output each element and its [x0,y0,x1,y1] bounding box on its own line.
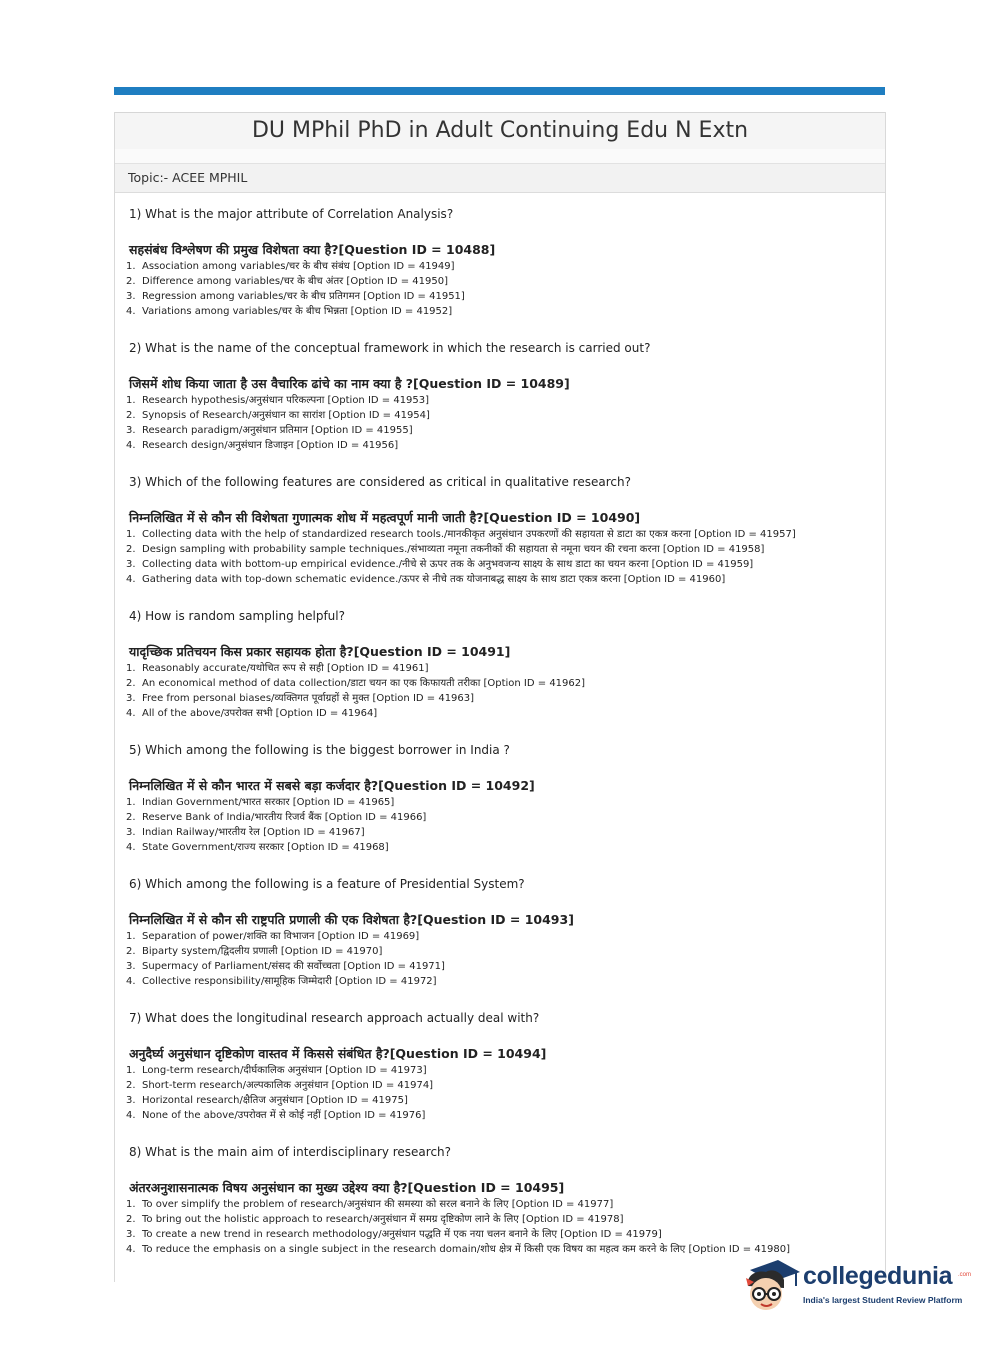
option-number: 2. [126,1214,136,1225]
question-text-hindi: सहसंबंध विश्लेषण की प्रमुख विशेषता क्या है?[Question ID = 10488] [129,242,496,257]
question-text-english: 7) What does the longitudinal research approach actually deal with? [129,1011,540,1025]
option-item [126,661,585,676]
option-text: Separation of power/शक्ति का विभाजन [Option ID = 41969] [142,931,420,942]
option-text: Design sampling with probability sample techniques./संभाव्यता नमूना तकनीकों की सहायता से नमूना चयन की रचना करना [Option ID = 41958] [142,544,765,555]
option-text: Gathering data with top-down schematic evidence./ऊपर से नीचे तक योजनाबद्ध साक्ष्य के साथ डाटा एकत्र करना [Option ID = 41960] [142,574,726,585]
option-text: Research paradigm/अनुसंधान प्रतिमान [Option ID = 41955] [142,425,413,436]
option-item [126,1093,433,1108]
option-number: 3. [126,827,136,838]
option-text: To bring out the holistic approach to research/अनुसंधान में समग्र दृष्टिकोण लाने के लिए [Option ID = 41978] [142,1214,624,1225]
option-number: 1. [126,931,136,942]
option-text: Free from personal biases/व्यक्तिगत पूर्वाग्रहों से मुक्त [Option ID = 41963] [142,693,475,704]
option-number: 2. [126,812,136,823]
option-list [126,393,430,453]
option-list [126,929,445,989]
option-text: Biparty system/द्विदलीय प्रणाली [Option ID = 41970] [142,946,383,957]
option-text: Long-term research/दीर्घकालिक अनुसंधान [Option ID = 41973] [142,1065,427,1076]
option-item [126,572,796,587]
question-block [115,608,885,742]
option-text: Research hypothesis/अनुसंधान परिकल्पना [Option ID = 41953] [142,395,430,406]
question-paper [114,112,886,1282]
option-list [126,259,465,319]
brand-tagline: India's largest Student Review Platform [803,1295,963,1305]
option-item [126,974,445,989]
question-list [115,206,885,1278]
option-text: Association among variables/चर के बीच संबंध [Option ID = 41949] [142,261,455,272]
option-item [126,1197,790,1212]
option-number: 1. [126,395,136,406]
option-item [126,542,796,557]
option-item [126,810,426,825]
option-item [126,259,465,274]
option-item [126,304,465,319]
question-text-hindi: जिसमें शोध किया जाता है उस वैचारिक ढांचे का नाम क्या है ?[Question ID = 10489] [129,376,570,391]
collegedunia-logo [744,1256,974,1316]
option-number: 1. [126,797,136,808]
option-number: 4. [126,1244,136,1255]
option-number: 4. [126,708,136,719]
question-text-english: 1) What is the major attribute of Correlation Analysis? [129,207,454,221]
document-title: DU MPhil PhD in Adult Continuing Edu N Extn [115,112,885,150]
option-item [126,274,465,289]
mascot-logo-icon [744,1256,802,1314]
option-text: To over simplify the problem of research/अनुसंधान की समस्या को सरल बनाने के लिए [Option ID = 41977] [142,1199,614,1210]
question-text-hindi: निम्नलिखित में से कौन सी विशेषता गुणात्मक शोध में महत्वपूर्ण मानी जाती है?[Question ID = 10490] [129,510,641,525]
option-item [126,1108,433,1123]
option-item [126,691,585,706]
option-text: Indian Government/भारत सरकार [Option ID = 41965] [142,797,395,808]
option-text: Collecting data with bottom-up empirical evidence./नीचे से ऊपर तक के अनुभवजन्य साक्ष्य के साथ डाटा का चयन करना [Option ID = 41959] [142,559,754,570]
question-block [115,206,885,340]
option-list [126,527,796,587]
option-item [126,1242,790,1257]
question-text-english: 2) What is the name of the conceptual framework in which the research is carried out? [129,341,651,355]
option-number: 2. [126,544,136,555]
option-number: 2. [126,678,136,689]
option-item [126,929,445,944]
question-text-hindi: निम्नलिखित में से कौन भारत में सबसे बड़ा कर्जदार है?[Question ID = 10492] [129,778,535,793]
option-text: All of the above/उपरोक्त सभी [Option ID = 41964] [142,708,378,719]
topic-label: Topic:- ACEE MPHIL [128,170,248,185]
option-list [126,661,585,721]
option-number: 3. [126,693,136,704]
option-text: To create a new trend in research methodology/अनुसंधान पद्धति में एक नया चलन बनाने के लिए [Option ID = 41979] [142,1229,662,1240]
option-number: 3. [126,961,136,972]
option-item [126,423,430,438]
option-number: 4. [126,842,136,853]
option-list [126,1063,433,1123]
option-item [126,959,445,974]
option-text: Supermacy of Parliament/संसद की सर्वोच्चता [Option ID = 41971] [142,961,445,972]
option-list [126,1197,790,1257]
option-text: Difference among variables/चर के बीच अंतर [Option ID = 41950] [142,276,448,287]
option-item [126,825,426,840]
brand-name: collegedunia [803,1262,953,1290]
option-text: Regression among variables/चर के बीच प्रतिगमन [Option ID = 41951] [142,291,465,302]
option-number: 3. [126,1229,136,1240]
option-number: 3. [126,425,136,436]
question-text-english: 3) Which of the following features are considered as critical in qualitative research? [129,475,631,489]
option-item [126,1227,790,1242]
option-text: None of the above/उपरोक्त में से कोई नहीं [Option ID = 41976] [142,1110,426,1121]
option-number: 4. [126,1110,136,1121]
question-block [115,474,885,608]
question-text-hindi: अनुदैर्घ्य अनुसंधान दृष्टिकोण वास्तव में किससे संबंधित है?[Question ID = 10494] [129,1046,547,1061]
question-text-english: 6) Which among the following is a feature of Presidential System? [129,877,525,891]
question-block [115,1010,885,1144]
option-item [126,706,585,721]
header-accent-bar [114,87,885,95]
option-number: 1. [126,261,136,272]
header-spacer [115,149,885,164]
option-item [126,289,465,304]
question-text-hindi: अंतरअनुशासनात्मक विषय अनुसंधान का मुख्य उद्देश्य क्या है?[Question ID = 10495] [129,1180,565,1195]
option-text: State Government/राज्य सरकार [Option ID = 41968] [142,842,389,853]
option-number: 4. [126,440,136,451]
option-number: 2. [126,276,136,287]
option-number: 4. [126,574,136,585]
question-block [115,876,885,1010]
option-item [126,1212,790,1227]
question-text-english: 5) Which among the following is the biggest borrower in India ? [129,743,510,757]
option-item [126,676,585,691]
option-text: Collective responsibility/सामूहिक जिम्मेदारी [Option ID = 41972] [142,976,437,987]
option-text: Synopsis of Research/अनुसंधान का सारांश [Option ID = 41954] [142,410,430,421]
option-text: An economical method of data collection/डाटा चयन का एक किफायती तरीका [Option ID = 41962] [142,678,586,689]
question-block [115,340,885,474]
question-text-english: 8) What is the main aim of interdisciplinary research? [129,1145,452,1159]
option-number: 2. [126,946,136,957]
option-item [126,557,796,572]
option-item [126,438,430,453]
option-number: 2. [126,410,136,421]
option-text: Research design/अनुसंधान डिजाइन [Option ID = 41956] [142,440,399,451]
option-text: Indian Railway/भारतीय रेल [Option ID = 41967] [142,827,365,838]
option-text: Reasonably accurate/यथोचित रूप से सही [Option ID = 41961] [142,663,429,674]
question-text-hindi: निम्नलिखित में से कौन सी राष्ट्रपति प्रणाली की एक विशेषता है?[Question ID = 10493] [129,912,574,927]
option-item [126,944,445,959]
option-number: 3. [126,291,136,302]
option-number: 3. [126,1095,136,1106]
option-number: 1. [126,529,136,540]
option-item [126,840,426,855]
topic-bar [115,164,885,193]
question-text-english: 4) How is random sampling helpful? [129,609,345,623]
option-number: 1. [126,663,136,674]
option-item [126,527,796,542]
option-text: Horizontal research/क्षैतिज अनुसंधान [Option ID = 41975] [142,1095,408,1106]
option-number: 2. [126,1080,136,1091]
option-item [126,408,430,423]
option-item [126,1078,433,1093]
option-number: 4. [126,306,136,317]
option-text: Collecting data with the help of standardized research tools./मानकीकृत अनुसंधान उपकरणों की सहायता से डाटा का एकत्र करना [Option ID = 41957] [142,529,796,540]
option-number: 1. [126,1065,136,1076]
option-item [126,1063,433,1078]
option-number: 1. [126,1199,136,1210]
option-text: Reserve Bank of India/भारतीय रिजर्व बैंक [Option ID = 41966] [142,812,427,823]
option-number: 3. [126,559,136,570]
option-item [126,795,426,810]
question-block [115,742,885,876]
option-number: 4. [126,976,136,987]
brand-dotcom: .com [958,1272,972,1278]
option-text: To reduce the emphasis on a single subject in the research domain/शोध क्षेत्र में किसी एक विषय का महत्व कम करने के लिए [Option ID = 41980] [142,1244,791,1255]
question-text-hindi: यादृच्छिक प्रतिचयन किस प्रकार सहायक होता है?[Question ID = 10491] [129,644,511,659]
option-text: Short-term research/अल्पकालिक अनुसंधान [Option ID = 41974] [142,1080,434,1091]
option-text: Variations among variables/चर के बीच भिन्नता [Option ID = 41952] [142,306,453,317]
option-list [126,795,426,855]
option-item [126,393,430,408]
